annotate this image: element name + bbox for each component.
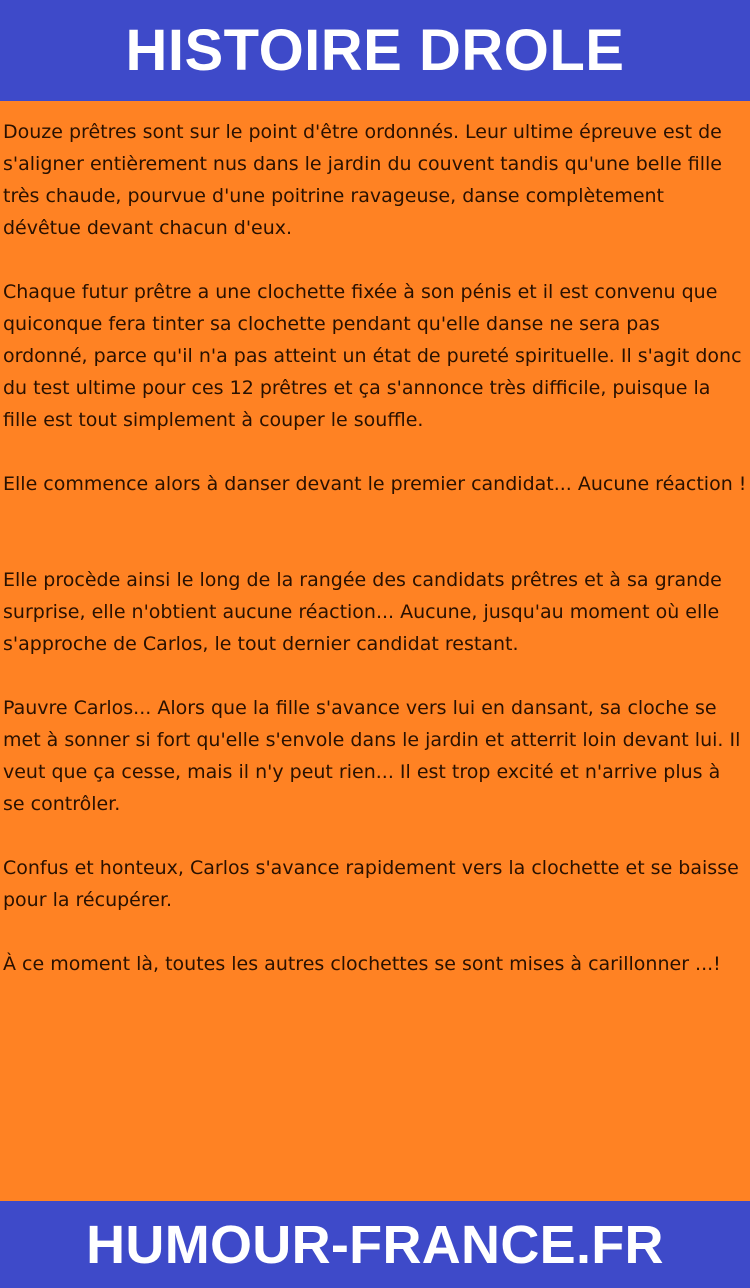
header-banner [0,0,750,101]
paragraph-spacer [3,820,747,852]
paragraph-spacer [3,660,747,692]
story-paragraph-1: Douze prêtres sont sur le point d'être ordonnés. Leur ultime épreuve est de s'aligner entièrement nus dans le jardin du couvent tandis qu'une belle fille très chaude, pourvue d'une poitrine ravageuse, danse complètement dévêtue devant chacun d'eux. [3,121,722,239]
paragraph-spacer [3,916,747,948]
story-body [3,116,747,980]
story-paragraph-3: Elle commence alors à danser devant le premier candidat... Aucune réaction ! [3,473,747,495]
story-paragraph-2: Chaque futur prêtre a une clochette fixée à son pénis et il est convenu que quiconque fera tinter sa clochette pendant qu'elle danse ne sera pas ordonné, parce qu'il n'a pas atteint un état de pureté spirituelle. Il s'agit donc du test ultime pour ces 12 prêtres et ça s'annonce très difficile, puisque la fille est tout simplement à couper le souffle. [3,281,742,431]
footer-banner [0,1201,750,1288]
page-title: HISTOIRE DROLE [125,17,625,83]
paragraph-spacer [3,244,747,276]
paragraph-spacer [3,500,747,564]
story-paragraph-7: À ce moment là, toutes les autres clochettes se sont mises à carillonner ...! [3,953,721,975]
story-paragraph-5: Pauvre Carlos... Alors que la fille s'avance vers lui en dansant, sa cloche se met à sonner si fort qu'elle s'envole dans le jardin et atterrit loin devant lui. Il veut que ça cesse, mais il n'y peut rien... Il est trop excité et n'arrive plus à se contrôler. [3,697,741,815]
site-name: HUMOUR-FRANCE.FR [86,1214,664,1275]
story-paragraph-6: Confus et honteux, Carlos s'avance rapidement vers la clochette et se baisse pour la récupérer. [3,857,739,911]
story-paragraph-4: Elle procède ainsi le long de la rangée des candidats prêtres et à sa grande surprise, elle n'obtient aucune réaction... Aucune, jusqu'au moment où elle s'approche de Carlos, le tout dernier candidat restant. [3,569,722,655]
paragraph-spacer [3,436,747,468]
